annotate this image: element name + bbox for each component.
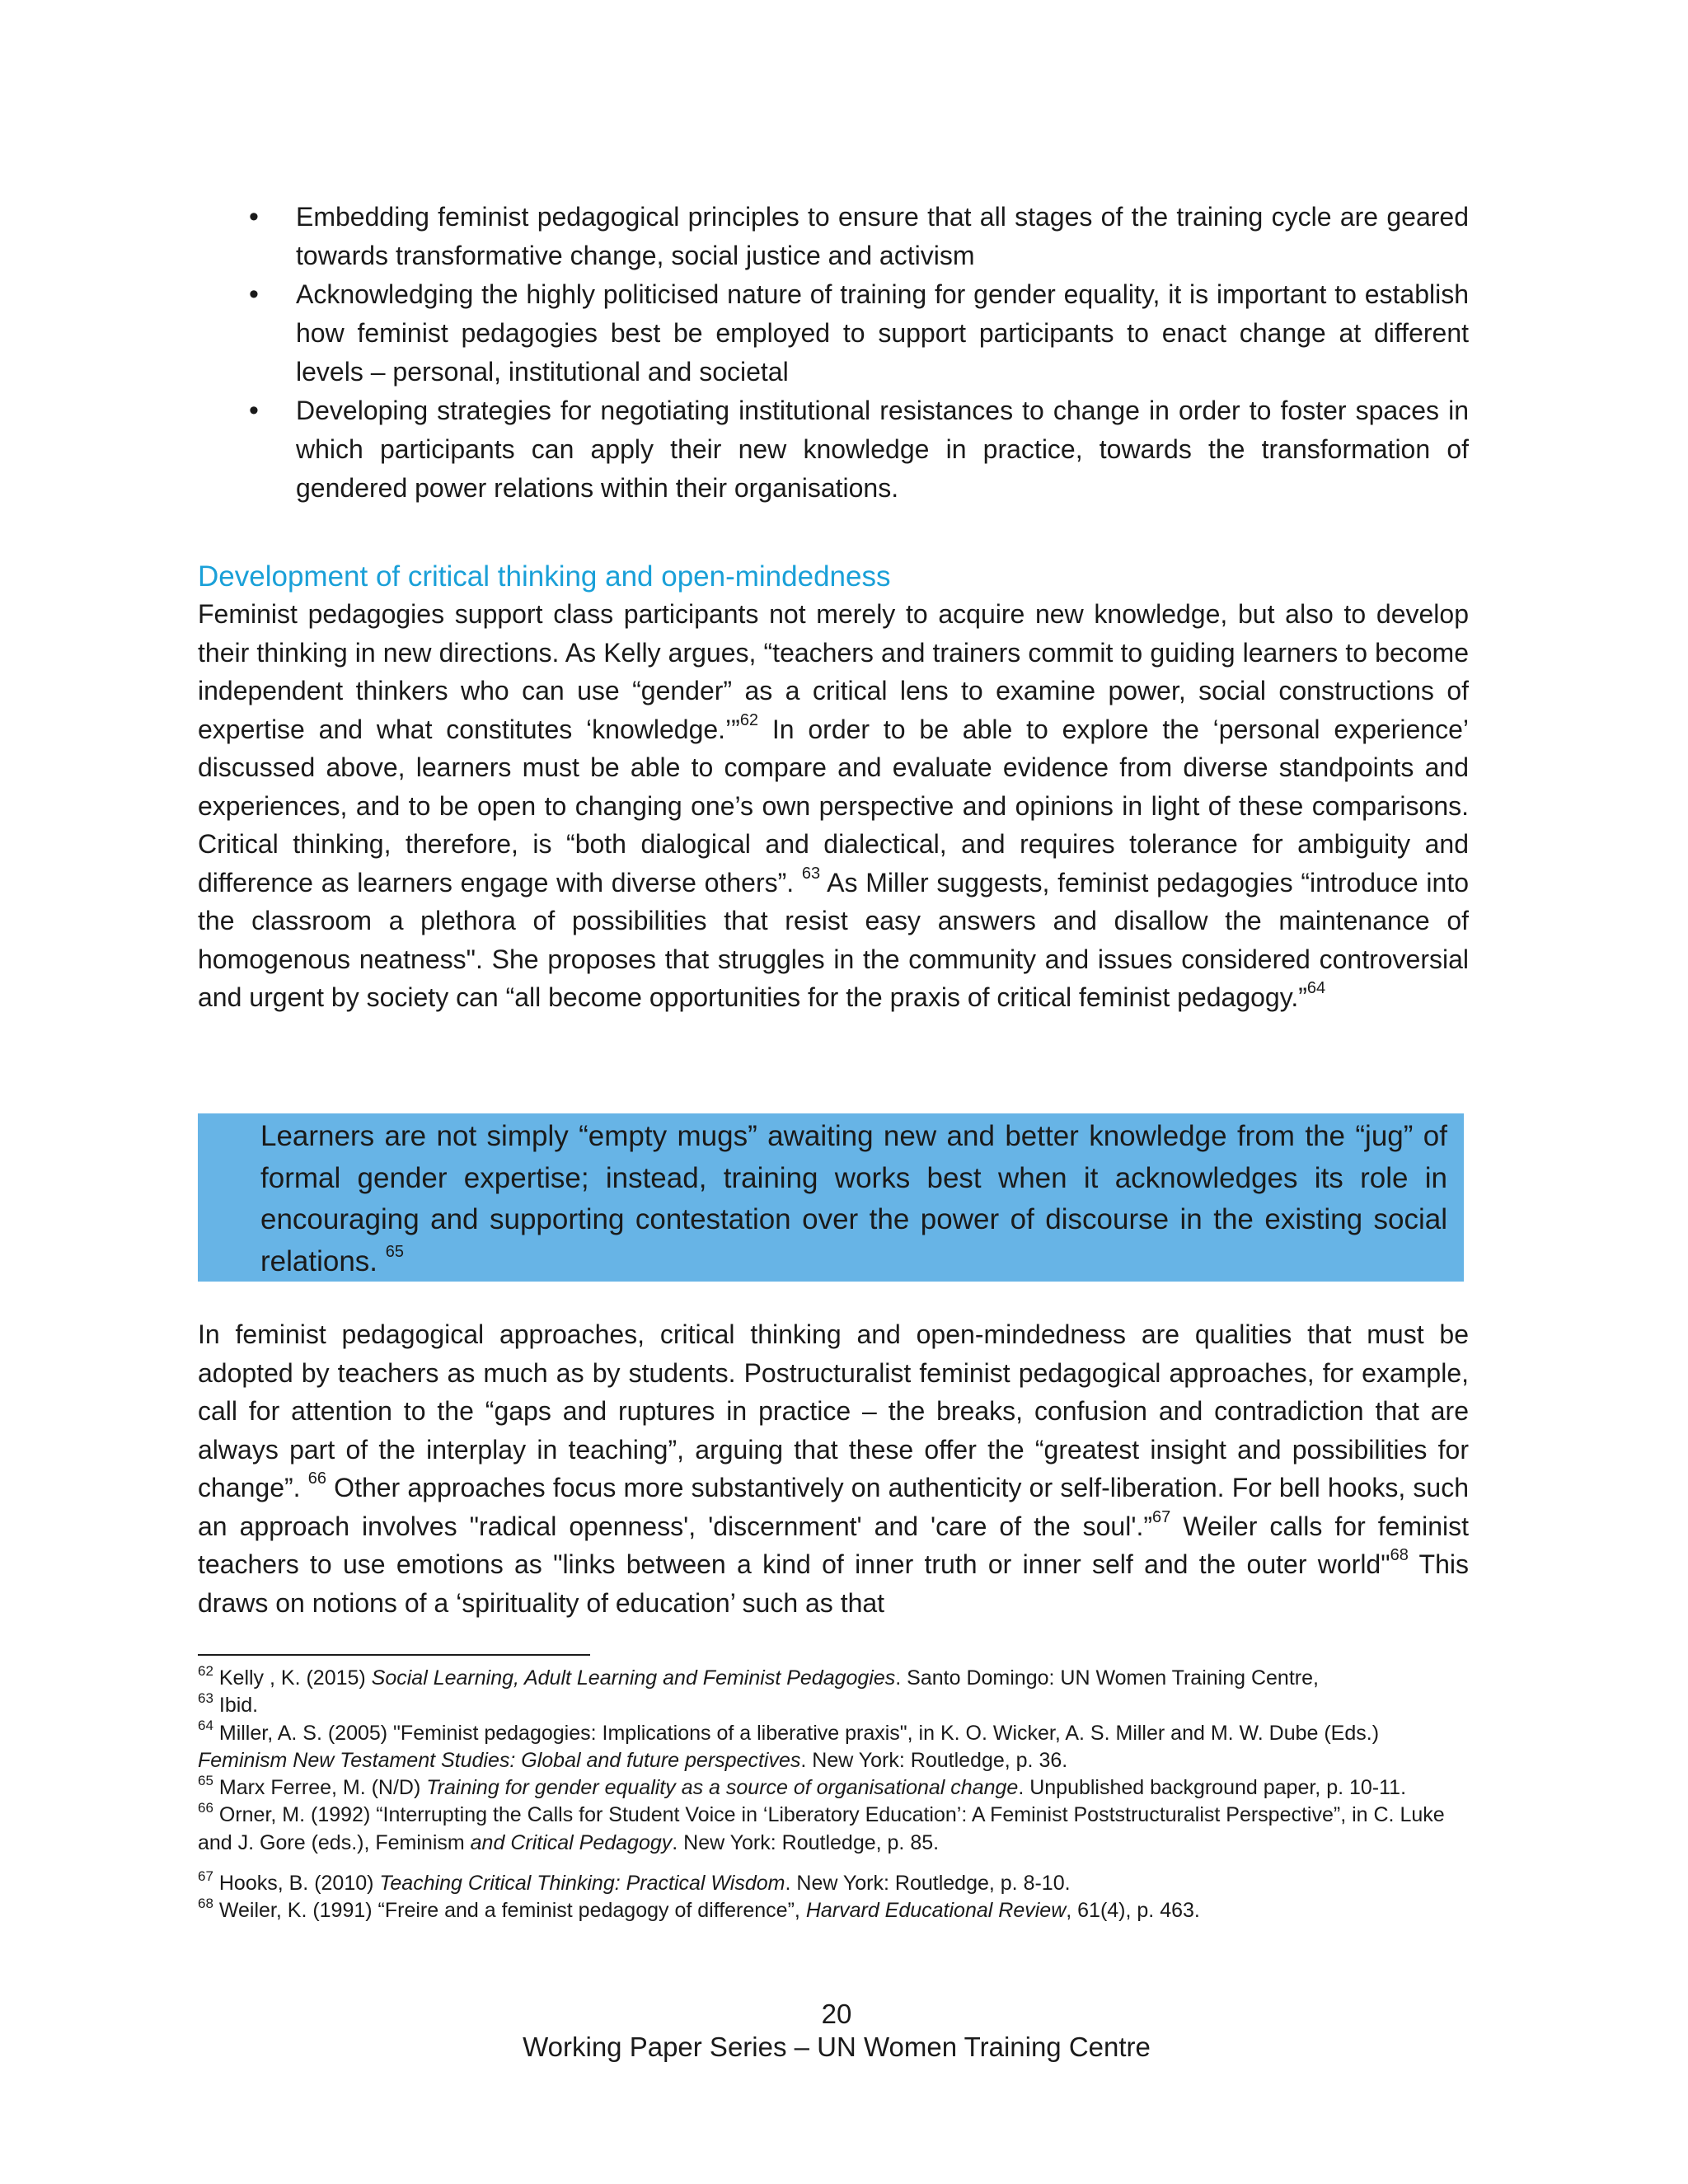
bullet-item: • Developing strategies for negotiating institutional resistances to change in order to foster spaces in which participants can apply their new knowledge in practice, towards the transformation of gendered power relations within their organisations. bbox=[198, 391, 1469, 508]
footnote-64: $^{64}$ Miller, A. S. (2005) "Feminist pedagogies: Implications of a liberative praxis", in K. O. Wicker, A. S. Miller and M. W. Dube (Eds.) Feminism New Testament Studies: Global and future perspectives. New York: Routledge, p. 36. bbox=[198, 1718, 1380, 1772]
pull-quote-text: Learners are not simply “empty mugs” awaiting new and better knowledge from the “jug” of formal gender expertise; instead, training works best when it acknowledges its role in encouraging and supporting contestation over the power of discourse in the existing social relations. $^{65}$ bbox=[260, 1120, 1447, 1277]
bullet-icon: • bbox=[249, 279, 259, 310]
footnote-divider bbox=[198, 1654, 590, 1656]
footnote-67: $^{67}$ Hooks, B. (2010) Teaching Critical Thinking: Practical Wisdom. New York: Routledge, p. 8-10. bbox=[198, 1868, 1071, 1896]
section-heading: Development of critical thinking and open-mindedness bbox=[198, 560, 891, 593]
footer-series-title: Working Paper Series – UN Women Training Centre bbox=[523, 2032, 1151, 2062]
bullet-icon: • bbox=[249, 201, 259, 232]
footnote-68: $^{68}$ Weiler, K. (1991) “Freire and a feminist pedagogy of difference”, Harvard Educational Review, 61(4), p. 463. bbox=[198, 1896, 1200, 1923]
bullet-list bbox=[198, 198, 1469, 508]
bullet-item: • Acknowledging the highly politicised nature of training for gender equality, it is important to establish how feminist pedagogies best be employed to support participants to enact change at different levels – personal, institutional and societal bbox=[198, 275, 1469, 391]
footnote-63: $^{63}$ Ibid. bbox=[198, 1690, 259, 1718]
body-paragraph-2: In feminist pedagogical approaches, critical thinking and open-mindedness are qualities that must be adopted by teachers as much as by students. Postructuralist feminist pedagogical approaches, for example, call for attention to the “gaps and ruptures in practice – the breaks, confusion and contradiction that are always part of the interplay in teaching”, arguing that these offer the “greatest insight and possibilities for change”. $^{66}$ Other approaches focus more substantively on authenticity or self-liberation. For bell hooks, such an approach involves "radical openness', 'discernment' and 'care of the soul'.”$^{67}$ Weiler calls for feminist teachers to use emotions as "links between a kind of inner truth or inner self and the outer world"$^{68}$ This draws on notions of a ‘spirituality of education’ such as that bbox=[198, 1319, 1470, 1618]
footnote-ref-62[interactable]: 62 bbox=[739, 710, 759, 729]
footnote-ref-67[interactable]: 67 bbox=[1152, 1507, 1171, 1526]
body-paragraph-1: Feminist pedagogies support class participants not merely to acquire new knowledge, but also to develop their thinking in new directions. As Kelly argues, “teachers and trainers commit to guiding learners to become independent thinkers who can use “gender” as a critical lens to examine power, social constructions of expertise and what constitutes ‘knowledge.’”$^{62}$ In order to be able to explore the ‘personal experience’ discussed above, learners must be able to compare and evaluate evidence from diverse standpoints and experiences, and to be open to changing one’s own perspective and opinions in light of these comparisons. Critical thinking, therefore, is “both dialogical and dialectical, and requires tolerance for ambiguity and difference as learners engage with diverse others”. $^{63}$ As Miller suggests, feminist pedagogies “introduce into the classroom a plethora of possibilities that resist easy answers and disallow the maintenance of homogenous neatness". She proposes that struggles in the community and issues considered controversial and urgent by society can “all become opportunities for the praxis of critical feminist pedagogy.”$^{64}$ bbox=[198, 599, 1470, 1012]
footnote-ref-68[interactable]: 68 bbox=[1390, 1546, 1409, 1565]
bullet-icon: • bbox=[249, 395, 259, 426]
footnote-ref-63[interactable]: 63 bbox=[801, 864, 821, 883]
footnote-ref-64[interactable]: 64 bbox=[1306, 979, 1326, 998]
pull-quote-box bbox=[198, 1113, 1464, 1282]
page-number: 20 bbox=[821, 1999, 852, 2029]
footnote-ref-66[interactable]: 66 bbox=[307, 1469, 326, 1488]
footnote-66: $^{66}$ Orner, M. (1992) “Interrupting the Calls for Student Voice in ‘Liberatory Education’: A Feminist Poststructuralist Perspective”, in C. Luke and J. Gore (eds.), Feminism and Critical Pedagogy. New York: Routledge, p. 85. bbox=[198, 1800, 1445, 1854]
footnote-ref-65[interactable]: 65 bbox=[385, 1242, 404, 1261]
footnotes bbox=[198, 1662, 1469, 1925]
bullet-item: • Embedding feminist pedagogical principles to ensure that all stages of the training cycle are geared towards transformative change, social justice and activism bbox=[198, 198, 1469, 275]
footnote-65: $^{65}$ Marx Ferree, M. (N/D) Training for gender equality as a source of organisational change. Unpublished background paper, p. 10-11. bbox=[198, 1772, 1407, 1800]
footnote-62: $^{62}$ Kelly , K. (2015) Social Learning, Adult Learning and Feminist Pedagogies. Santo Domingo: UN Women Training Centre, bbox=[198, 1662, 1319, 1690]
